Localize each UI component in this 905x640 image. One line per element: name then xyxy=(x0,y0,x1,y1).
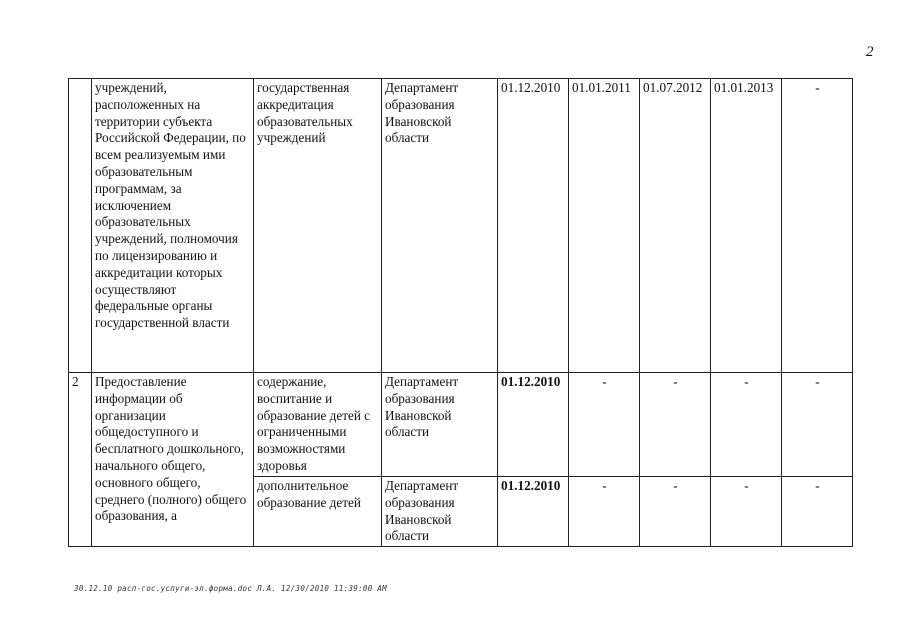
executor-cell: Департамент образования Ивановской области xyxy=(382,373,498,477)
service-name-cell: Предоставление информации об организации общедоступного и бесплатного дошкольного, начального общего, основного общего, среднего (полного) общего образования, а xyxy=(92,373,254,547)
date-stage-1: 01.12.2010 xyxy=(498,477,569,547)
service-subject-cell: дополнительное образование детей xyxy=(254,477,382,547)
service-subject-cell: содержание, воспитание и образование детей с ограниченными возможностями здоровья xyxy=(254,373,382,477)
date-stage-3: - xyxy=(640,373,711,477)
date-stage-4: - xyxy=(711,477,782,547)
date-stage-4: - xyxy=(711,373,782,477)
document-footer: 30.12.10 расп-гос.услуги-эл.форма.doc Л.А. 12/30/2010 11:39:00 AM xyxy=(74,584,387,593)
services-table xyxy=(68,78,853,547)
date-stage-2: - xyxy=(569,373,640,477)
date-stage-4: 01.01.2013 xyxy=(711,79,782,373)
date-stage-1: 01.12.2010 xyxy=(498,79,569,373)
date-stage-5: - xyxy=(782,477,853,547)
date-stage-1: 01.12.2010 xyxy=(498,373,569,477)
table-row xyxy=(69,373,853,477)
date-stage-5: - xyxy=(782,373,853,477)
row-number: 2 xyxy=(69,373,92,547)
date-stage-2: - xyxy=(569,477,640,547)
date-stage-3: 01.07.2012 xyxy=(640,79,711,373)
page-number: 2 xyxy=(866,44,874,60)
date-stage-2: 01.01.2011 xyxy=(569,79,640,373)
executor-cell: Департамент образования Ивановской области xyxy=(382,79,498,373)
service-subject-cell: государственная аккредитация образовательных учреждений xyxy=(254,79,382,373)
executor-cell: Департамент образования Ивановской области xyxy=(382,477,498,547)
service-name-cell: учреждений, расположенных на территории субъекта Российской Федерации, по всем реализуемым ими образовательным программам, за исключением образовательных учреждений, полномочия по лицензированию и аккредитации которых осуществляют федеральные органы государственной власти xyxy=(92,79,254,373)
date-stage-3: - xyxy=(640,477,711,547)
row-number xyxy=(69,79,92,373)
date-stage-5: - xyxy=(782,79,853,373)
table-row xyxy=(69,79,853,373)
